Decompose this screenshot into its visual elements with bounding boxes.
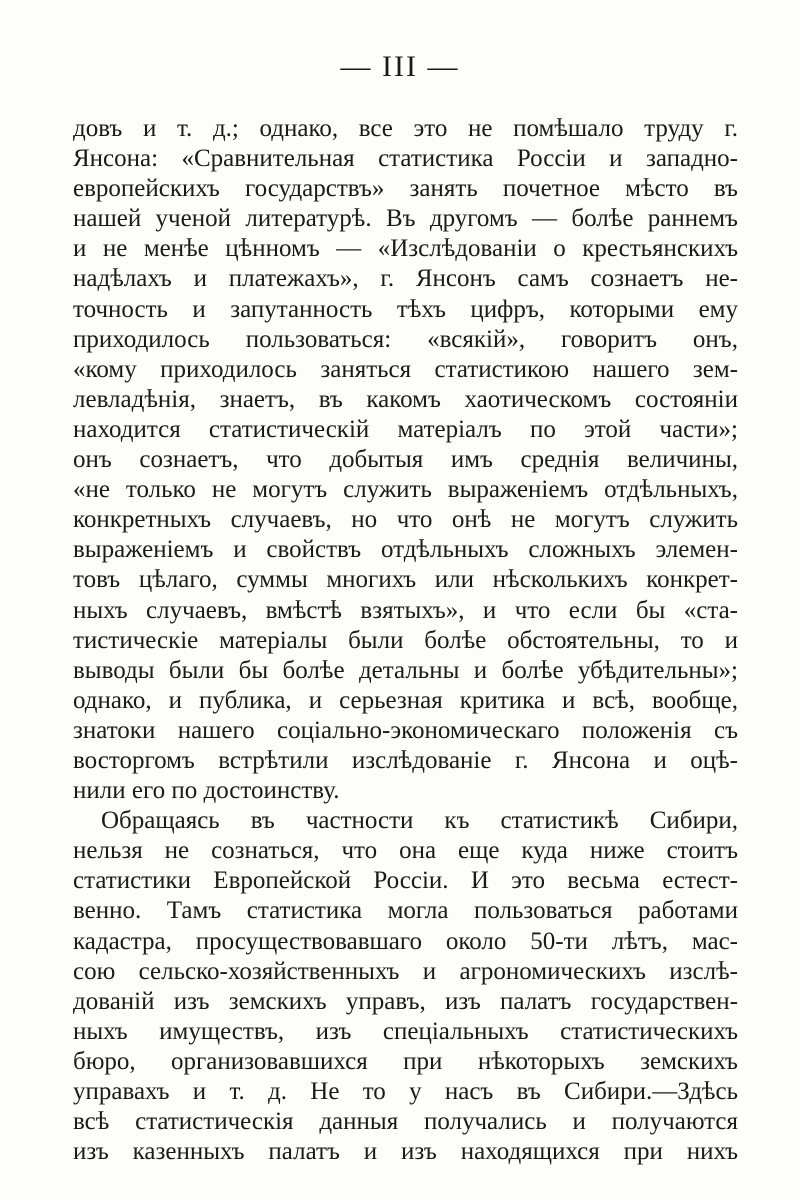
text-line: нельзя не сознаться, что она еще куда ниже стоитъ [73, 837, 738, 865]
text-line: статистики Европейской Россіи. И это весьма естест- [73, 867, 738, 895]
text-line: точность и запутанность тѣхъ цифръ, которыми ему [73, 295, 738, 323]
text-line: нашей ученой литературѣ. Въ другомъ — болѣе раннемъ [73, 205, 738, 233]
text-line: изъ казенныхъ палатъ и изъ находящихся при нихъ [73, 1138, 738, 1166]
text-line: выводы были бы болѣе детальны и болѣе убѣдительны»; [73, 656, 738, 684]
page-number: — III — [340, 50, 460, 83]
text-line: знатоки нашего соціально-экономическаго положенія съ [73, 716, 738, 744]
text-line: однако, и публика, и серьезная критика и всѣ, вообще, [73, 686, 738, 714]
text-line: кадастра, просуществовавшаго около 50-ти лѣтъ, мас- [73, 927, 738, 955]
text-line: европейскихъ государствъ» занять почетное мѣсто въ [73, 175, 738, 203]
text-line: и не менѣе цѣнномъ — «Изслѣдованіи о крестьянскихъ [73, 235, 738, 263]
text-line: довъ и т. д.; однако, все это не помѣшало труду г. [73, 115, 738, 142]
text-line: сою сельско-хозяйственныхъ и агрономическихъ изслѣ- [73, 957, 738, 985]
text-line: приходилось пользоваться: «всякій», говоритъ онъ, [73, 325, 738, 353]
text-line: управахъ и т. д. Не то у насъ въ Сибири.—Здѣсь [73, 1078, 738, 1105]
text-line: выраженіемъ и свойствъ отдѣльныхъ сложныхъ элемен- [73, 536, 738, 564]
text-line: находится статистическій матеріалъ по этой части»; [73, 415, 738, 443]
text-line: Янсона: «Сравнительная статистика Россіи и западно- [73, 145, 738, 173]
text-line: венно. Тамъ статистика могла пользоваться работами [73, 897, 738, 925]
text-line: Обращаясь въ частности къ статистикѣ Сибири, [101, 807, 738, 835]
text-line: левладѣнія, знаетъ, въ какомъ хаотическомъ состояніи [73, 385, 738, 413]
text-line: ныхъ имуществъ, изъ спеціальныхъ статистическихъ [73, 1017, 738, 1045]
text-line: конкретныхъ случаевъ, но что онѣ не могутъ служить [73, 506, 738, 534]
text-line: восторгомъ встрѣтили изслѣдованіе г. Янсона и оцѣ- [73, 746, 738, 774]
text-line: онъ сознаетъ, что добытыя имъ среднія величины, [73, 446, 738, 474]
text-line: товъ цѣлаго, суммы многихъ или нѣсколькихъ конкрет- [73, 566, 738, 594]
text-line: дованій изъ земскихъ управъ, изъ палатъ государствен- [73, 987, 738, 1015]
text-line: надѣлахъ и платежахъ», г. Янсонъ самъ сознаетъ не- [73, 265, 738, 293]
body-text [73, 114, 738, 1167]
paragraph-2 [73, 806, 738, 1167]
text-line: тистическіе матеріалы были болѣе обстоятельны, то и [73, 626, 738, 654]
text-line: «кому приходилось заняться статистикою нашего зем- [73, 355, 738, 383]
text-line: бюро, организовавшихся при нѣкоторыхъ земскихъ [73, 1047, 738, 1075]
paragraph-1 [73, 114, 738, 806]
text-line: всѣ статистическія данныя получались и получаются [73, 1108, 738, 1136]
text-line: ныхъ случаевъ, вмѣстѣ взятыхъ», и что если бы «ста- [73, 596, 738, 624]
text-line: «не только не могутъ служить выраженіемъ отдѣльныхъ, [73, 476, 738, 504]
text-line: нили его по достоинству. [73, 777, 340, 805]
